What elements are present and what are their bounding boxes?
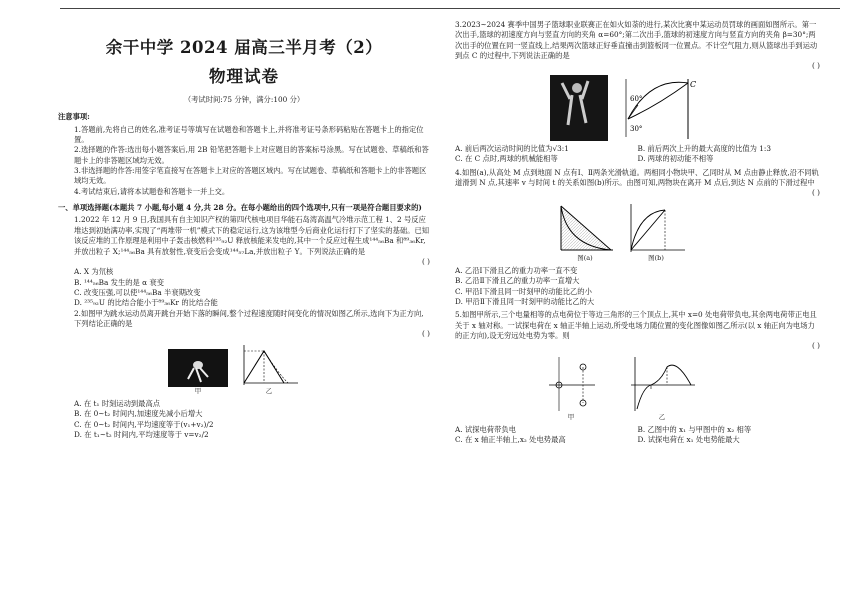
q1-bracket: ( )	[421, 256, 430, 266]
q4-stem: 4.如图(a),从高处 M 点到地面 N 点有Ⅰ、Ⅱ两条光滑轨道。两相同小物块甲、乙同时从 M 点由静止释放,沿不同轨道滑到 N 点,其速率 v 与时间 t 的关系如图(b)所示。由图可知,两物块在离开 M 点后,到达 N 点前的下滑过程中	[455, 167, 819, 187]
q2-figure-jia	[168, 349, 228, 396]
exam-subject: 物理试卷	[209, 67, 279, 87]
q1-option-d: D. ²³⁵₉₂U 的比结合能小于⁸⁹₃₆Kr 的比结合能	[74, 298, 218, 308]
q1-option-c: C. 改变压强,可以使¹⁴⁴₅₆Ba 半衰期改变	[74, 287, 201, 297]
track-diagram	[555, 202, 615, 254]
exam-meta: （考试时间:75 分钟，满分:100 分）	[183, 94, 305, 104]
q3-option-a: A. 前后两次运动时间的比值为√3:1	[455, 143, 569, 153]
q2-option-a: A. 在 t₁ 时刻运动到最高点	[74, 398, 161, 408]
q5-fig1-label: 甲	[567, 412, 575, 421]
q1-option-a: A. X 为氘核	[74, 267, 114, 277]
q3-stem: 3.2023~2024 赛季中国男子篮球职业联赛正在如火如荼的进行,某次比赛中某运动员罚球的画面如图所示。第一次出手,篮球的初速度方向与竖直方向的夹角 α=60°;第二次出手,篮球的初速度方向与竖直方向的夹角 β=30°;两次出手的位置在同一竖直线上,结果两次篮球正好垂直撞击到篮板同一位置点。不计空气阻力,则从篮球出手到运动到点 C 的过程中,下列说法正确的是	[455, 20, 818, 61]
q1-stem: 1.2022 年 12 月 9 日,我国具有自主知识产权的第四代核电项目华能石岛湾高温气冷堆示范工程 1、2 号反应堆达到初始满功率,实现了“两堆带一机”模式下的稳定运行,这为该堆型今后商业化运行打下了坚实的基础。已知该反应堆的工作原理是利用中子轰击核燃料²³⁵₉₂U 释放核能来发电的,其中一个反应过程生成¹⁴⁴₅₆Ba 和⁸⁹₃₆Kr,并放出粒子 X;¹⁴⁴₅₆Ba 具有放射性,衰变后会变成¹⁴⁴₅₇La,并放出粒子 Y。下列说法正确的是	[74, 215, 430, 256]
speed-time-graph	[625, 202, 687, 254]
q5-figure-jia	[545, 355, 597, 422]
notice-item: 4.考试结束后,请将本试题卷和答题卡一并上交。	[74, 186, 230, 196]
q5-options-row1	[455, 425, 820, 435]
q5-option-a: A. 试探电荷带负电	[455, 424, 516, 434]
q3-option-d: D. 两球的初动能不相等	[637, 154, 714, 164]
q5-option-b: B. 乙图中的 x₁ 与甲图中的 x₂ 相等	[637, 424, 752, 434]
q5-fig2-label: 乙	[658, 412, 666, 421]
q5-option-d: D. 试探电荷在 x₁ 处电势能最大	[637, 435, 740, 445]
q3-figure	[455, 75, 820, 141]
q5-option-c: C. 在 x 轴正半轴上,x₂ 处电势最高	[455, 435, 566, 445]
charge-diagram	[545, 355, 597, 413]
q4-figures	[455, 202, 820, 263]
q2-stem: 2.如图甲为跳水运动员离开跳台开始下落的瞬间,整个过程速度随时间变化的情况如图乙所示,选向下为正方向,下列结论正确的是	[74, 308, 424, 329]
notice-item: 1.答题前,先将自己的姓名,准考证号等填写在试题卷和答题卡上,并将准考证号条形码粘贴在答题卡上的指定位置。	[74, 124, 424, 144]
q2-bracket: ( )	[421, 329, 430, 339]
q4-fig-a-label: 图(a)	[577, 253, 593, 262]
basketball-player-photo	[550, 75, 608, 141]
notice-item: 2.选择题的作答:选出每小题答案后,用 2B 铅笔把答题卡上对应题目的答案标号涂黑。写在试题卷、草稿纸和答题卡上的非答题区域均无效。	[74, 145, 429, 165]
q3-option-b: B. 前后两次上升的最大高度的比值为 1:3	[637, 143, 772, 153]
q2-option-c: C. 在 0~t₂ 时间内,平均速度等于(v₁+v₂)/2	[74, 419, 214, 429]
q5-figures	[455, 355, 820, 422]
q2-figures	[58, 343, 430, 396]
right-column	[455, 20, 820, 446]
angle-60-label: 60°	[630, 94, 643, 103]
q3-options-row1	[455, 144, 820, 154]
velocity-time-graph	[238, 343, 300, 387]
q4-figure-b	[625, 202, 687, 263]
force-position-graph	[627, 355, 697, 413]
q4-figure-a	[555, 202, 615, 263]
q2-figure-yi	[238, 343, 300, 396]
notice-heading: 注意事项:	[58, 112, 90, 122]
q4-bracket: ( )	[811, 188, 820, 198]
q2-option-d: D. 在 t₁~t₂ 时间内,平均速度等于 v=v₂/2	[74, 430, 209, 440]
q2-fig2-label: 乙	[265, 386, 273, 395]
diver-photo	[168, 349, 228, 387]
q2-fig1-label: 甲	[194, 386, 202, 395]
top-rule	[60, 8, 840, 9]
q4-option-a: A. 乙沿Ⅰ下滑且乙的重力功率一直不变	[455, 265, 578, 275]
left-column	[58, 20, 430, 440]
notice-item: 3.非选择题的作答:用签字笔直接写在答题卡上对应的答题区域内。写在试题卷、草稿纸和答题卡上的非答题区域均无效。	[74, 166, 427, 186]
trajectory-diagram	[618, 75, 698, 141]
q4-option-d: D. 甲沿Ⅱ下滑且同一时刻甲的动能比乙的大	[455, 296, 595, 306]
q1-option-b: B. ¹⁴⁴₅₆Ba 发生的是 α 衰变	[74, 277, 165, 287]
q4-option-b: B. 乙沿Ⅱ下滑且乙的重力功率一直增大	[455, 276, 580, 286]
q5-options-row2	[455, 435, 820, 445]
q5-stem: 5.如图甲所示,三个电量相等的点电荷位于等边三角形的三个顶点上,其中 x=0 处电荷带负电,其余两电荷带正电且关于 x 轴对称。一试探电荷在 x 轴正半轴上运动,所受电场力随位置的变化图像如图乙所示(以 x 轴正向为电场力的正方向),设无穷远处电势为零。则	[455, 310, 817, 340]
q3-option-c: C. 在 C 点时,两球的机械能相等	[455, 154, 558, 164]
q3-options-row2	[455, 154, 820, 164]
exam-title: 余干中学 2024 届高三半月考（2）	[105, 38, 383, 57]
q4-fig-b-label: 图(b)	[648, 253, 664, 262]
q5-bracket: ( )	[811, 341, 820, 351]
q2-option-b: B. 在 0~t₂ 时间内,加速度先减小后增大	[74, 409, 203, 419]
angle-30-label: 30°	[630, 124, 643, 133]
q4-option-c: C. 甲沿Ⅰ下滑且同一时刻甲的动能比乙的小	[455, 286, 592, 296]
point-c-label: C	[690, 79, 697, 89]
q5-figure-yi	[627, 355, 697, 422]
q3-bracket: ( )	[811, 61, 820, 71]
section-heading: 一、单项选择题(本题共 7 小题,每小题 4 分,共 28 分。在每小题给出的四个选项中,只有一项是符合题目要求的)	[58, 203, 422, 213]
